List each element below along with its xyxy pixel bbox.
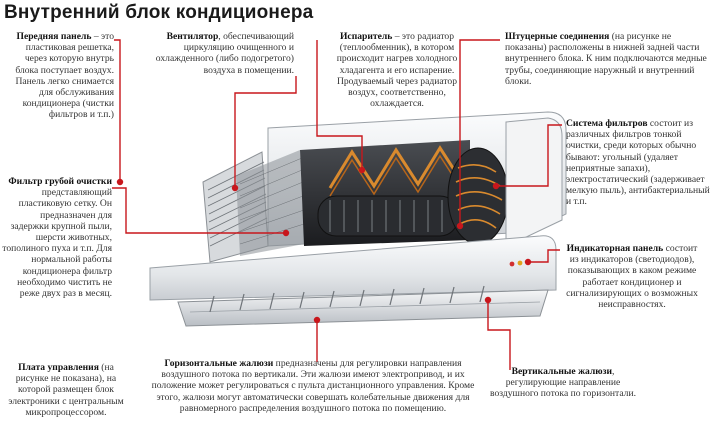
label-control-board: Плата управления (на рисунке не показана), на которой размещен блок электроники с центральным микропроцессором.: [8, 362, 124, 418]
side-cover: [506, 118, 562, 240]
label-evaporator-name: Испаритель: [339, 31, 393, 42]
diagram-title: Внутренний блок кондиционера: [4, 2, 314, 23]
label-coarse-filter: Фильтр грубой очистки представляющий пластиковую сетку. Он предназначен для задержки крупной пыли, шерсти животных, тополиного пуха и т.п. Для нормальной работы кондиционера фильтр необходимо чистить не реже двух раз в месяц.: [2, 176, 112, 300]
label-vertical-louvers-name: Вертикальные жалюзи: [511, 366, 613, 377]
indicator-led: [526, 260, 531, 265]
label-fittings-name: Штуцерные соединения: [505, 31, 610, 42]
label-fan: Вентилятор, обеспечивающий циркуляцию очищенного и охлажденного (либо подогретого) воздуха в помещении.: [155, 31, 294, 76]
label-front-panel-name: Передняя панель: [16, 31, 92, 42]
label-evaporator: Испаритель – это радиатор (теплообменник), в котором происходит нагрев холодного хладагента и его испарение. Продуваемый через радиатор воздух, соответственно, охлаждается.: [336, 31, 458, 110]
label-horizontal-louvers-name: Горизонтальные жалюзи: [164, 358, 274, 369]
label-indicator-panel-name: Индикаторная панель: [566, 243, 664, 254]
cross-flow-fan: [318, 196, 458, 236]
label-coarse-filter-name: Фильтр грубой очистки: [8, 176, 112, 187]
label-horizontal-louvers: Горизонтальные жалюзи предназначены для регулировки направления воздушного потока по вертикали. Эти жалюзи имеют электропривод, и их положение может регулироваться с пульта дистанционного управления. Кроме этого, жалюзи могут автоматически совершать колебательные движения для равномерного распределения воздушного потока по помещению.: [151, 358, 475, 414]
label-filter-system-name: Система фильтров: [566, 118, 648, 129]
label-fittings: Штуцерные соединения (на рисунке не показаны) расположены в нижней задней части внутреннего блока. К ним подключаются медные трубы, соединяющие наружный и внутренний блоки.: [505, 31, 707, 87]
label-front-panel: Передняя панель – это пластиковая решетка, через которую внутрь блока поступает воздух. Панель легко снимается для обслуживания кондиционера (чистки фильтров и т.п.): [15, 31, 114, 121]
label-fan-name: Вентилятор: [166, 31, 219, 42]
label-filter-system: Система фильтров состоит из различных фильтров тонкой очистки, среди которых обычно бывают: угольный (удаляет неприятные запахи), электростатический (задерживает мелкую пыль), антибактериальный и т.п.: [566, 118, 710, 208]
label-control-board-name: Плата управления: [18, 362, 99, 373]
label-vertical-louvers: Вертикальные жалюзи, регулирующие направление воздушного потока по горизонтали.: [490, 366, 636, 400]
label-indicator-panel: Индикаторная панель состоит из индикаторов (светодиодов), показывающих в каком режиме работает кондиционер и сигнализирующих о возможных неисправностях.: [566, 243, 698, 311]
